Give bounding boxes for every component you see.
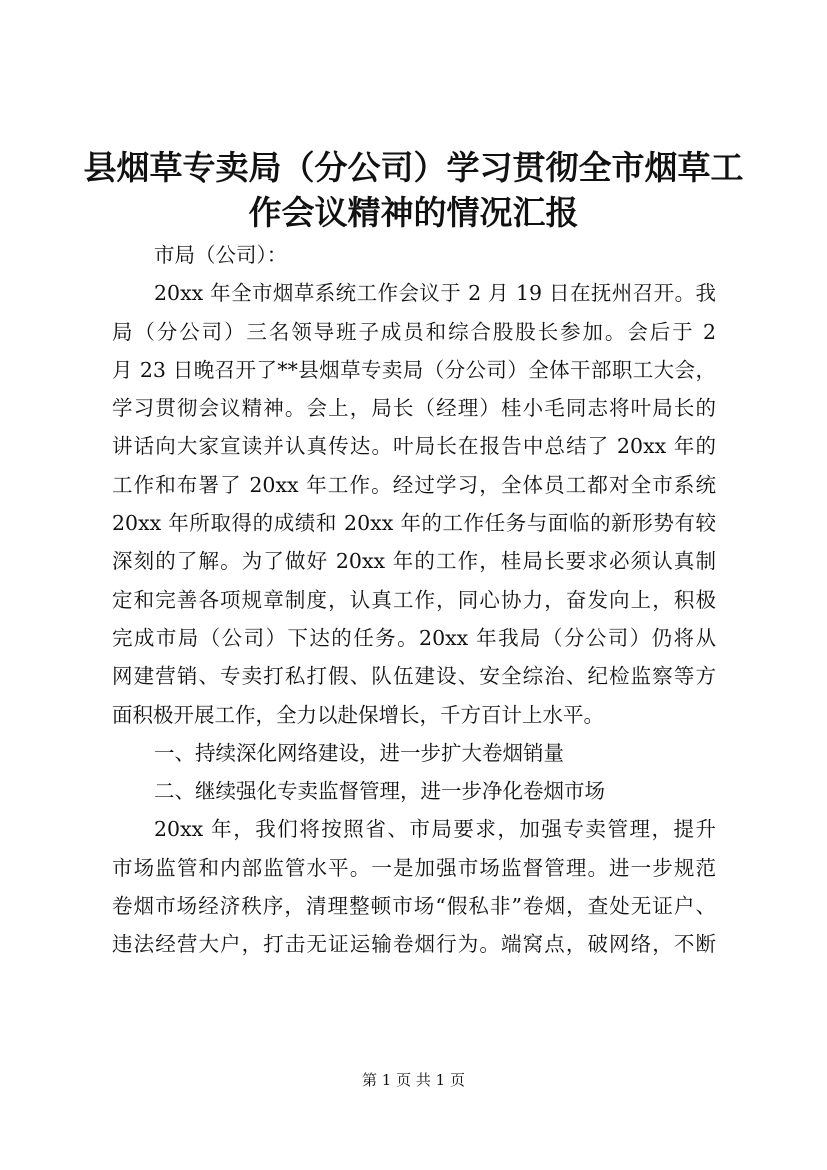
document-title-line-1: 县烟草专卖局（分公司）学习贯彻全市烟草工 bbox=[83, 148, 744, 187]
paragraph-2 bbox=[112, 810, 716, 963]
document-title-line-2: 作会议精神的情况汇报 bbox=[248, 193, 579, 232]
paragraph-line: 完成市局（公司）下达的任务。20xx 年我局（分公司）仍将从 bbox=[112, 625, 716, 650]
document-body bbox=[112, 236, 716, 964]
paragraph-line: 月 23 日晚召开了**县烟草专卖局（分公司）全体干部职工大会， bbox=[112, 357, 716, 382]
paragraph-line: 20xx 年全市烟草系统工作会议于 2 月 19 日在抚州召开。我 bbox=[154, 281, 716, 306]
paragraph-line: 工作和布署了 20xx 年工作。经过学习，全体员工都对全市系统 bbox=[112, 472, 716, 497]
paragraph-line: 深刻的了解。为了做好 20xx 年的工作，桂局长要求必须认真制 bbox=[112, 549, 716, 574]
paragraph-line: 局（分公司）三名领导班子成员和综合股股长参加。会后于 2 bbox=[112, 319, 716, 344]
section-heading-1: 一、持续深化网络建设，进一步扩大卷烟销量 bbox=[154, 740, 564, 765]
paragraph-line: 面积极开展工作，全力以赴保增长，千方百计上水平。 bbox=[112, 702, 604, 727]
paragraph-line: 定和完善各项规章制度，认真工作，同心协力，奋发向上，积极 bbox=[112, 587, 716, 612]
paragraph-line: 市场监管和内部监管水平。一是加强市场监督管理。进一步规范 bbox=[112, 855, 716, 880]
paragraph-line: 网建营销、专卖打私打假、队伍建设、安全综治、纪检监察等方 bbox=[112, 664, 716, 689]
paragraph-line: 20xx 年所取得的成绩和 20xx 年的工作任务与面临的新形势有较 bbox=[112, 511, 716, 536]
page-footer: 第 1 页 共 1 页 bbox=[362, 1071, 465, 1089]
paragraph-line: 违法经营大户，打击无证运输卷烟行为。端窝点，破网络，不断 bbox=[112, 932, 716, 957]
salutation: 市局（公司）： bbox=[154, 243, 288, 267]
paragraph-line: 卷烟市场经济秩序，清理整顿市场“假私非”卷烟，查处无证户、 bbox=[112, 894, 716, 919]
section-heading-2: 二、继续强化专卖监督管理，进一步净化卷烟市场 bbox=[154, 779, 605, 804]
paragraph-line: 学习贯彻会议精神。会上，局长（经理）桂小毛同志将叶局长的 bbox=[112, 396, 716, 421]
paragraph-1 bbox=[112, 274, 716, 734]
paragraph-line: 讲话向大家宣读并认真传达。叶局长在报告中总结了 20xx 年的 bbox=[112, 434, 716, 459]
paragraph-line: 20xx 年，我们将按照省、市局要求，加强专卖管理，提升 bbox=[154, 817, 716, 842]
